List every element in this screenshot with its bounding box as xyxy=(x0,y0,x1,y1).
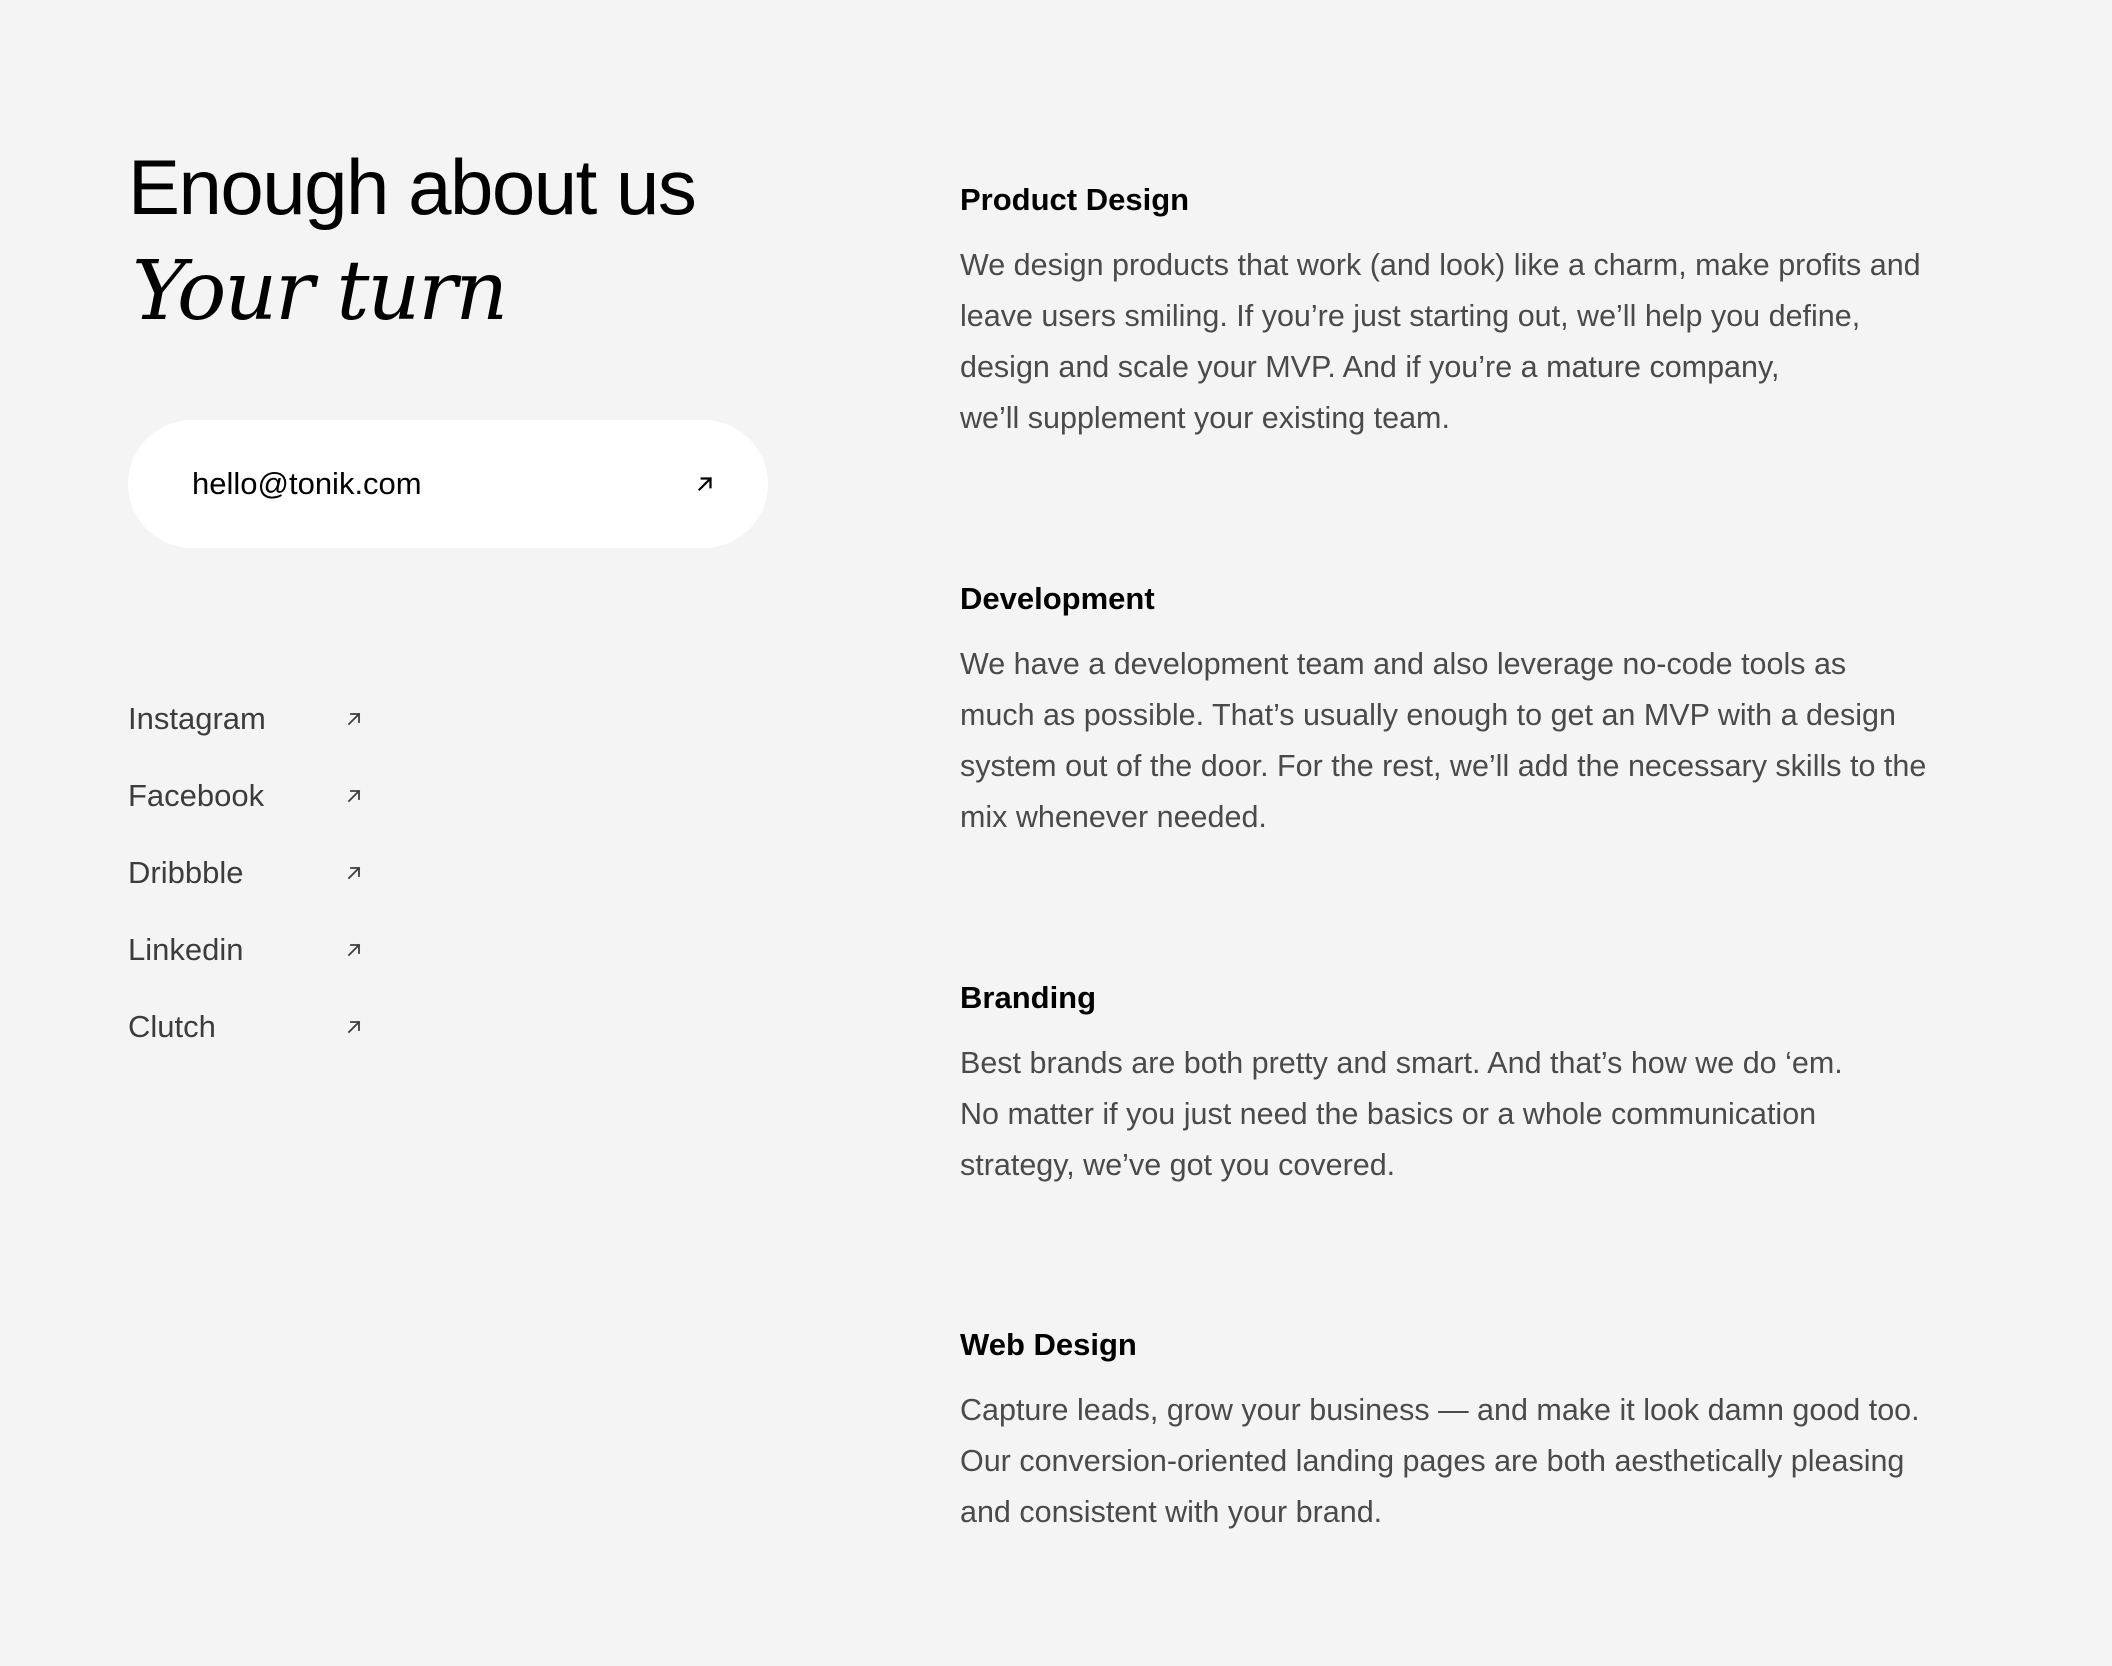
contact-column xyxy=(128,0,828,1666)
service-description: We design products that work (and look) like a charm, make profits and leave users smiling. If you’re just starting out, we’ll help you define, design and scale your MVP. And if you’re a mature company, we’ll supplement your existing team. xyxy=(960,248,1921,435)
social-link-clutch[interactable] xyxy=(128,988,364,1065)
arrow-up-right-icon xyxy=(344,940,364,960)
social-link-label: Clutch xyxy=(128,1008,216,1044)
arrow-up-right-icon xyxy=(344,863,364,883)
arrow-up-right-icon xyxy=(694,473,716,495)
service-description: Best brands are both pretty and smart. And that’s how we do ‘em. No matter if you just need the basics or a whole communication strategy, we’ve got you covered. xyxy=(960,1046,1843,1182)
page-subtitle: Your turn xyxy=(132,244,507,339)
arrow-up-right-icon xyxy=(344,709,364,729)
service-title: Product Design xyxy=(960,182,1190,217)
social-link-label: Linkedin xyxy=(128,931,244,967)
service-description: We have a development team and also leverage no-code tools as much as possible. That’s usually enough to get an MVP with a design system out of the door. For the rest, we’ll add the necessary skills to the mix whenever needed. xyxy=(960,647,1927,834)
social-link-label: Instagram xyxy=(128,700,266,736)
service-web-design xyxy=(960,1325,2020,1538)
service-title: Web Design xyxy=(960,1327,1137,1362)
service-title: Branding xyxy=(960,980,1097,1015)
service-product-design xyxy=(960,180,2020,444)
social-link-dribbble[interactable] xyxy=(128,834,364,911)
email-label: hello@tonik.com xyxy=(192,466,422,501)
service-title: Development xyxy=(960,581,1155,616)
service-description: Capture leads, grow your business — and make it look damn good too. Our conversion-oriented landing pages are both aesthetically pleasing and consistent with your brand. xyxy=(960,1393,1920,1529)
social-link-instagram[interactable] xyxy=(128,680,364,757)
arrow-up-right-icon xyxy=(344,1017,364,1037)
social-link-label: Facebook xyxy=(128,777,265,813)
service-development xyxy=(960,579,2020,843)
service-branding xyxy=(960,978,2020,1191)
social-links xyxy=(128,680,388,1065)
arrow-up-right-icon xyxy=(344,786,364,806)
social-link-facebook[interactable] xyxy=(128,757,364,834)
email-button[interactable] xyxy=(128,420,768,548)
social-link-linkedin[interactable] xyxy=(128,911,364,988)
social-link-label: Dribbble xyxy=(128,854,244,890)
page-title: Enough about us xyxy=(128,143,696,231)
